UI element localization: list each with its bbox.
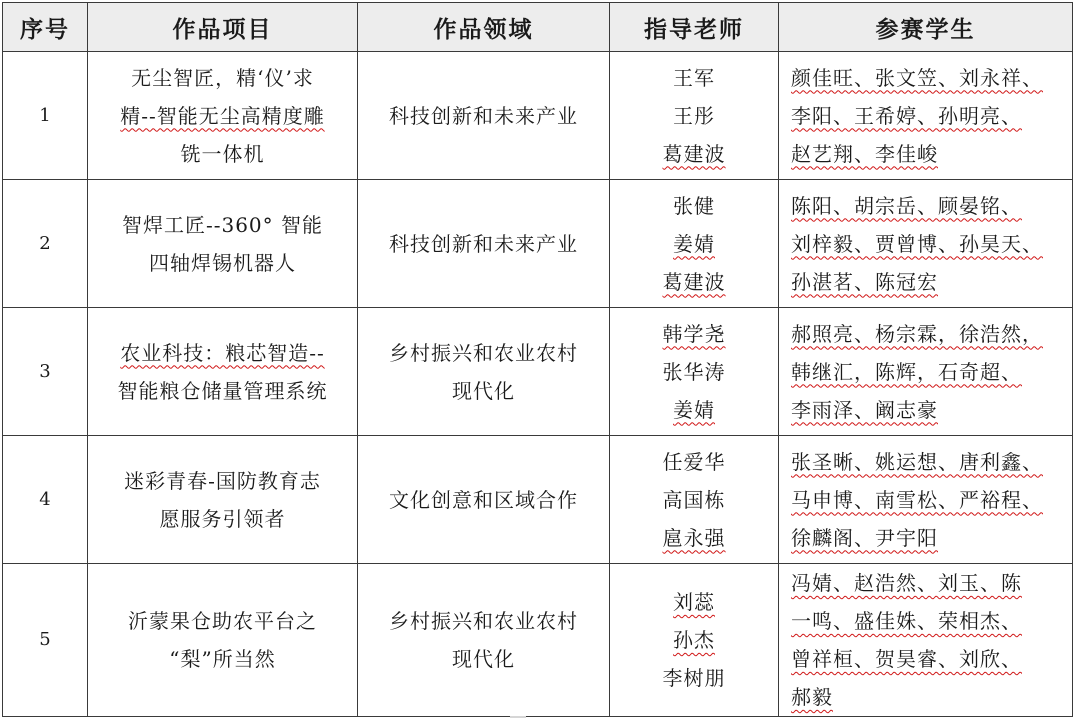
student-line: 颜佳旺、张文笠、刘永祥、: [791, 65, 1043, 90]
advisor-list: [610, 180, 779, 308]
student-line: 李雨泽、阚志豪: [791, 397, 938, 422]
advisor-name: 王彤: [673, 103, 715, 128]
advisor-name: 刘蕊: [673, 590, 715, 614]
project-field-line: 科技创新和未来产业: [389, 231, 578, 256]
project-title-line: 铣一体机: [180, 141, 265, 166]
advisor-name: 任爱华: [662, 449, 726, 474]
project-title: [88, 564, 358, 717]
advisor-name: 张健: [673, 193, 715, 218]
student-line: 一鸣、盛佳姝、荣相杰、: [791, 609, 1022, 633]
advisor-list: [610, 436, 779, 564]
project-field-line: 乡村振兴和农业农村: [389, 609, 578, 633]
advisor-name: 韩学尧: [662, 321, 726, 346]
project-field: [358, 308, 610, 436]
project-title: [88, 180, 358, 308]
row-index: 3: [3, 308, 88, 436]
advisor-name: 葛建波: [662, 269, 726, 294]
project-title: [88, 308, 358, 436]
header-advisors: 指导老师: [610, 3, 779, 52]
project-title-line: 农业科技：粮芯智造--: [120, 340, 325, 365]
row-index: 4: [3, 436, 88, 564]
student-line: 韩继汇，陈辉，石奇超、: [791, 359, 1022, 384]
project-title-line: 迷彩青春-国防教育志: [124, 468, 321, 493]
table-row: [3, 180, 1073, 308]
row-index: 2: [3, 180, 88, 308]
award-table: [2, 2, 1073, 717]
project-field-line: 文化创意和区域合作: [389, 487, 578, 512]
student-list: [779, 180, 1073, 308]
student-list: [779, 564, 1073, 717]
project-field-line: 乡村振兴和农业农村: [389, 340, 578, 365]
table-row: [3, 436, 1073, 564]
project-field: [358, 180, 610, 308]
header-field: 作品领域: [358, 3, 610, 52]
advisor-name: 高国栋: [662, 487, 726, 512]
student-list: [779, 308, 1073, 436]
table-row: [3, 52, 1073, 180]
project-title-line: 沂蒙果仓助农平台之: [128, 609, 317, 633]
project-title: [88, 436, 358, 564]
table-row: [3, 564, 1073, 717]
student-line: 李阳、王希婷、孙明亮、: [791, 103, 1022, 128]
project-title: [88, 52, 358, 180]
advisor-name: 张华涛: [662, 359, 726, 384]
project-field: [358, 436, 610, 564]
student-line: 冯婧、赵浩然、刘玉、陈: [791, 571, 1022, 595]
header-row: [3, 3, 1073, 52]
student-list: [779, 436, 1073, 564]
project-title-line: “梨”所当然: [169, 647, 276, 671]
header-index: 序号: [3, 3, 88, 52]
advisor-list: [610, 564, 779, 717]
student-line: 郝照亮、杨宗霖，徐浩然，: [791, 321, 1043, 346]
project-title-line: 智焊工匠--360° 智能: [121, 212, 324, 237]
page-edge-mark: [510, 716, 526, 718]
student-line: 刘梓毅、贾曾博、孙昊天、: [791, 231, 1043, 256]
student-line: 曾祥桓、贺昊睿、刘欣、: [791, 647, 1022, 671]
row-index: 1: [3, 52, 88, 180]
project-field-line: 现代化: [452, 647, 515, 671]
project-field: [358, 564, 610, 717]
row-index: 5: [3, 564, 88, 717]
student-line: 徐麟阁、尹宇阳: [791, 525, 938, 550]
student-line: 孙湛茗、陈冠宏: [791, 269, 938, 294]
advisor-name: 李树朋: [662, 666, 726, 690]
project-field-line: 现代化: [452, 378, 515, 403]
advisor-name: 王军: [673, 65, 715, 90]
project-title-line: 智能粮仓储量管理系统: [117, 378, 328, 403]
table-row: [3, 308, 1073, 436]
advisor-name: 葛建波: [662, 141, 726, 166]
student-line: 郝毅: [791, 685, 833, 709]
student-line: 赵艺翔、李佳峻: [791, 141, 938, 166]
project-title-line: 愿服务引领者: [159, 506, 286, 531]
student-line: 张圣晰、姚运想、唐利鑫、: [791, 449, 1043, 474]
advisor-name: 姜婧: [673, 397, 715, 422]
project-title-line: 精--智能无尘高精度雕: [120, 103, 325, 128]
advisor-name: 孙杰: [673, 628, 715, 652]
header-project: 作品项目: [88, 3, 358, 52]
advisor-list: [610, 52, 779, 180]
advisor-list: [610, 308, 779, 436]
student-line: 马申博、南雪松、严裕程、: [791, 487, 1043, 512]
project-field-line: 科技创新和未来产业: [389, 103, 578, 128]
project-title-line: 四轴焊锡机器人: [149, 250, 296, 275]
advisor-name: 姜婧: [673, 231, 715, 256]
student-list: [779, 52, 1073, 180]
header-students: 参赛学生: [779, 3, 1073, 52]
student-line: 陈阳、胡宗岳、顾晏铭、: [791, 193, 1022, 218]
project-title-line: 无尘智匠，精‘仪’求: [131, 65, 314, 90]
project-field: [358, 52, 610, 180]
advisor-name: 扈永强: [662, 525, 726, 550]
